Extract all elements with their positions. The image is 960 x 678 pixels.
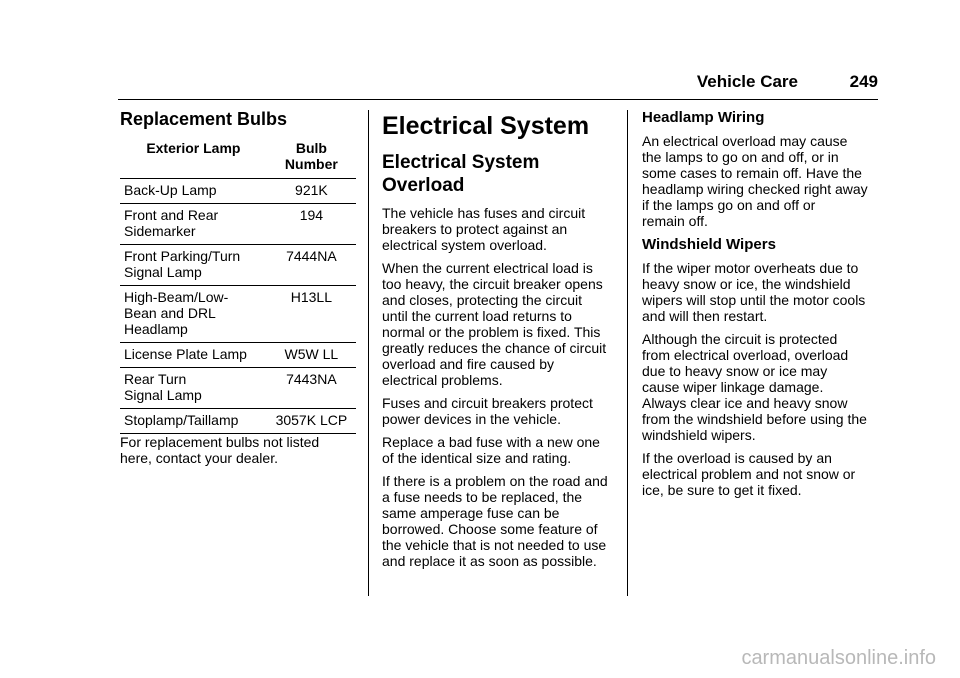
bulb-table [120,136,356,434]
paragraph: If the wiper motor overheats due to heavy snow or ice, the windshield wipers will stop until the motor cools and will then restart. [642,260,866,324]
page-header [118,70,878,100]
lamp-cell: Rear Turn Signal Lamp [120,368,267,409]
lamp-cell: Back-Up Lamp [120,179,267,204]
dealer-note: For replacement bulbs not listed here, contact your dealer. [120,434,320,466]
table-row [120,245,356,286]
table-header-row [120,136,356,179]
paragraph: Although the circuit is protected from electrical overload, overload due to heavy snow or ice may cause wiper linkage damage. Always clear ice and heavy snow from the windshield before using the windshield wipers. [642,331,867,443]
bulb-number-cell: 7443NA [267,368,356,409]
lamp-cell: Front Parking/Turn Signal Lamp [120,245,267,286]
bulb-number-cell: 3057K LCP [267,409,356,434]
table-row [120,286,356,343]
column-divider-1 [368,110,369,596]
lamp-cell: Stoplamp/Taillamp [120,409,267,434]
bulb-number-cell: 7444NA [267,245,356,286]
column-headlamp-wipers [642,108,882,505]
bulb-number-cell: 194 [267,204,356,245]
column-header-exterior-lamp: Exterior Lamp [146,140,241,156]
bulb-number-cell: H13LL [267,286,356,343]
lamp-cell: License Plate Lamp [120,343,267,368]
table-row [120,179,356,204]
paragraph: Fuses and circuit breakers protect power devices in the vehicle. [382,395,593,427]
lamp-cell: Front and Rear Sidemarker [120,204,267,245]
paragraph: An electrical overload may cause the lamps to go on and off, or in some cases to remain off. Have the headlamp wiring checked right away if the lamps go on and off or remain off. [642,133,868,229]
table-row [120,409,356,434]
overload-subheading: Electrical System Overload [382,152,540,196]
column-header-bulb-number: Bulb Number [284,140,338,172]
paragraph: The vehicle has fuses and circuit breakers to protect against an electrical system overload. [382,205,586,253]
paragraph: If there is a problem on the road and a fuse needs to be replaced, the same amperage fuse can be borrowed. Choose some feature of the vehicle that is not needed to use and replace it as soon as possible. [382,473,608,569]
page-number: 249 [849,72,878,91]
table-row [120,368,356,409]
column-electrical-system [382,108,622,576]
headlamp-wiring-heading: Headlamp Wiring [642,109,765,126]
lamp-cell: High-Beam/Low- Bean and DRL Headlamp [120,286,267,343]
table-row [120,204,356,245]
paragraph: When the current electrical load is too heavy, the circuit breaker opens and closes, protecting the circuit until the current load returns to normal or the problem is fixed. This greatly reduces the chance of circuit overload and fire caused by electrical problems. [382,260,607,388]
column-replacement-bulbs [120,108,360,473]
watermark: carmanualsonline.info [741,647,936,669]
column-divider-2 [627,110,628,596]
replacement-bulbs-heading: Replacement Bulbs [120,109,288,129]
electrical-system-heading: Electrical System [382,112,590,140]
table-row [120,343,356,368]
header-rule [118,99,878,100]
windshield-wipers-heading: Windshield Wipers [642,236,776,253]
paragraph: Replace a bad fuse with a new one of the identical size and rating. [382,434,600,466]
bulb-number-cell: W5W LL [267,343,356,368]
bulb-number-cell: 921K [267,179,356,204]
section-title: Vehicle Care [696,72,798,91]
paragraph: If the overload is caused by an electrical problem and not snow or ice, be sure to get it fixed. [642,450,856,498]
